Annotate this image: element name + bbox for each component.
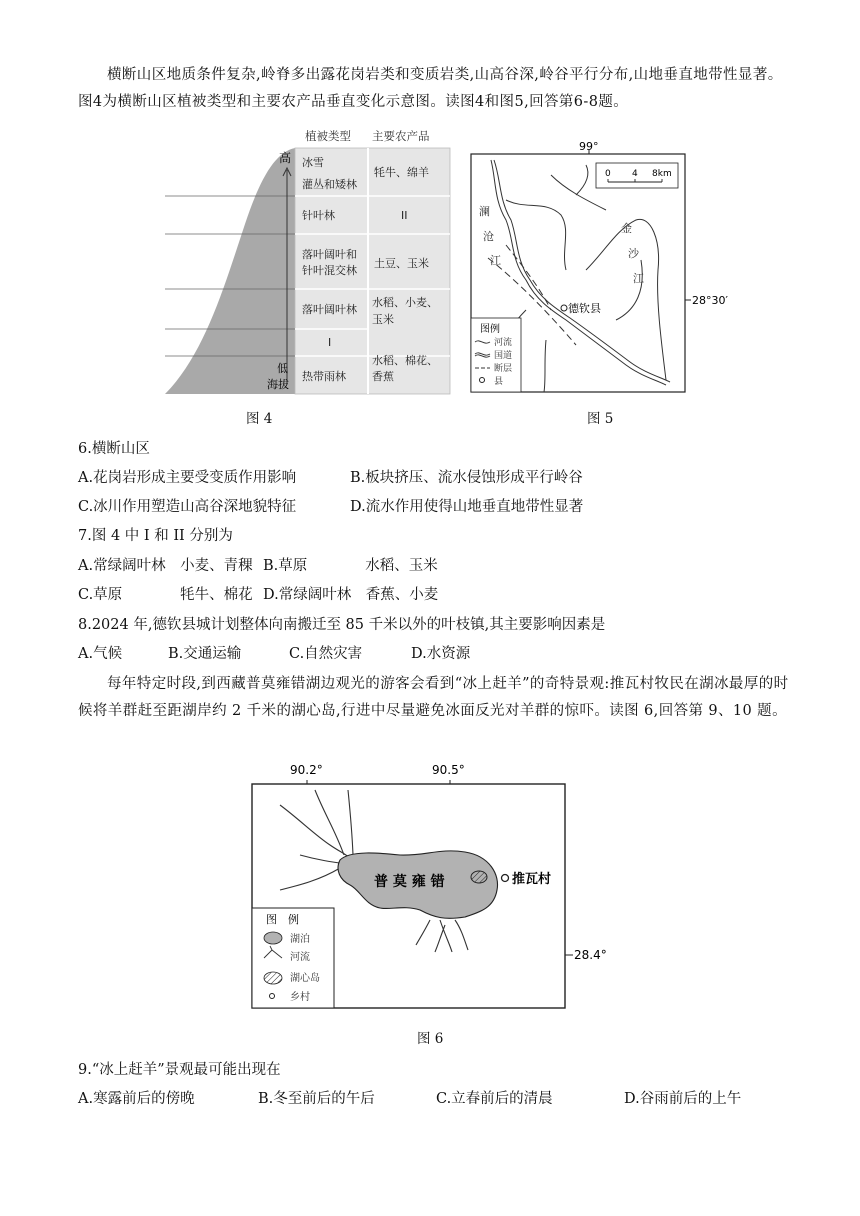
prod-1: II	[401, 209, 408, 222]
axis-high-label: 高	[279, 151, 292, 165]
q6-option-d: D.流水作用使得山地垂直地带性显著	[350, 499, 584, 515]
lake-island	[471, 871, 487, 883]
q9-stem: 9.“冰上赶羊”景观最可能出现在	[78, 1062, 281, 1078]
figure-5-caption: 图 5	[587, 411, 614, 427]
q8-option-c: C.自然灾害	[289, 646, 363, 662]
fig6-lon2-label: 90.5°	[432, 763, 465, 777]
q6-stem: 6.横断山区	[78, 441, 150, 457]
veg-5: 落叶阔叶林	[302, 303, 357, 316]
river2-c3: 江	[633, 272, 644, 285]
village-marker	[502, 875, 509, 882]
prod-4: 玉米	[372, 313, 394, 326]
fig6-lon1-label: 90.2°	[290, 763, 323, 777]
veg-4: 针叶混交林	[302, 264, 357, 277]
scale-0: 0	[605, 169, 611, 179]
q6-option-a: A.花岗岩形成主要受变质作用影响	[78, 470, 297, 486]
q8-stem: 8.2024 年,德钦县城计划整体向南搬迁至 85 千米以外的叶枝镇,其主要影响因素是	[78, 617, 606, 633]
figure-4-vegetation-diagram	[165, 124, 455, 396]
river1-c1: 澜	[479, 205, 490, 218]
q7-option-a: A.常绿阔叶林 小麦、青稞	[78, 558, 253, 574]
q7-option-b: B.草原 水稻、玉米	[263, 558, 438, 574]
veg-6: I	[328, 336, 332, 349]
fig6-legend-island: 湖心岛	[290, 973, 320, 984]
county-label: 德钦县	[568, 302, 601, 315]
prod-6: 香蕉	[372, 370, 394, 383]
fig5-legend-fault: 断层	[494, 364, 513, 374]
figure-6-caption: 图 6	[417, 1031, 444, 1047]
prod-3: 水稻、小麦、	[372, 296, 438, 309]
village-label: 推瓦村	[512, 872, 552, 887]
fig6-legend-lake: 湖泊	[290, 934, 310, 945]
q9-option-d: D.谷雨前后的上午	[624, 1091, 742, 1107]
river2-c2: 沙	[628, 247, 639, 260]
river1-c3: 江	[490, 254, 501, 267]
veg-2: 针叶林	[302, 209, 335, 222]
figure-4-caption: 图 4	[246, 411, 273, 427]
q7-stem: 7.图 4 中 I 和 II 分别为	[78, 528, 233, 544]
fig5-legend-road: 国道	[494, 351, 513, 361]
lake-label: 普 莫 雍 错	[374, 874, 445, 890]
q7-option-d: D.常绿阔叶林 香蕉、小麦	[263, 587, 439, 603]
column-product-header: 主要农产品	[372, 129, 430, 143]
q9-option-c: C.立春前后的清晨	[436, 1091, 553, 1107]
fig5-legend-county: 县	[494, 377, 504, 387]
river1-c2: 沧	[483, 230, 494, 243]
fig6-legend-village: 乡村	[290, 992, 310, 1003]
fig6-legend-title: 图 例	[266, 913, 299, 926]
fig5-lon-label: 99°	[579, 140, 599, 153]
scale-8km: 8km	[652, 169, 672, 179]
fig6-lat-label: 28.4°	[574, 948, 607, 962]
figure-6-lake-map	[240, 760, 630, 1015]
column-veg-header: 植被类型	[305, 129, 351, 143]
passage-intro-6-8: 横断山区地质条件复杂,岭脊多出露花岗岩类和变质岩类,山高谷深,岭谷平行分布,山地垂直地带性显著。图4为横断山区植被类型和主要农产品垂直变化示意图。读图4和图5,回答第6-8题。	[78, 67, 783, 110]
q8-option-b: B.交通运输	[168, 646, 242, 662]
fig5-legend-title: 图例	[480, 324, 500, 335]
q8-option-d: D.水资源	[411, 646, 471, 662]
veg-0: 冰雪	[302, 156, 324, 169]
q6-option-b: B.板块挤压、流水侵蚀形成平行岭谷	[350, 470, 583, 486]
veg-7: 热带雨林	[302, 370, 346, 383]
figure-5-map	[466, 140, 736, 395]
mountain-profile	[165, 148, 295, 394]
county-marker	[561, 305, 567, 311]
prod-5: 水稻、棉花、	[372, 354, 438, 367]
veg-1: 灌丛和矮林	[302, 178, 357, 191]
q8-option-a: A.气候	[78, 646, 123, 662]
q9-option-a: A.寒露前后的傍晚	[78, 1091, 195, 1107]
prod-0: 牦牛、绵羊	[374, 166, 429, 179]
fig5-legend-river: 河流	[494, 338, 513, 348]
axis-low-label: 低	[277, 362, 288, 375]
scale-4: 4	[632, 169, 638, 179]
q6-option-c: C.冰川作用塑造山高谷深地貌特征	[78, 499, 297, 515]
q7-option-c: C.草原 牦牛、棉花	[78, 587, 253, 603]
prod-2: 土豆、玉米	[374, 257, 429, 270]
fig6-legend-river: 河流	[290, 952, 310, 963]
fig5-lat-label: 28°30′	[692, 294, 728, 307]
veg-3: 落叶阔叶和	[302, 248, 357, 261]
river2-c1: 金	[621, 222, 632, 235]
axis-altitude-label: 海拔	[267, 378, 289, 391]
passage-intro-9-10: 每年特定时段,到西藏普莫雍错湖边观光的游客会看到“冰上赶羊”的奇特景观:推瓦村牧民在湖冰最厚的时候将羊群赶至距湖岸约 2 千米的湖心岛,行进中尽量避免冰面反光对羊群的惊吓。读图 6,回答第 9、10 题。	[78, 676, 789, 719]
q9-option-b: B.冬至前后的午后	[258, 1091, 375, 1107]
